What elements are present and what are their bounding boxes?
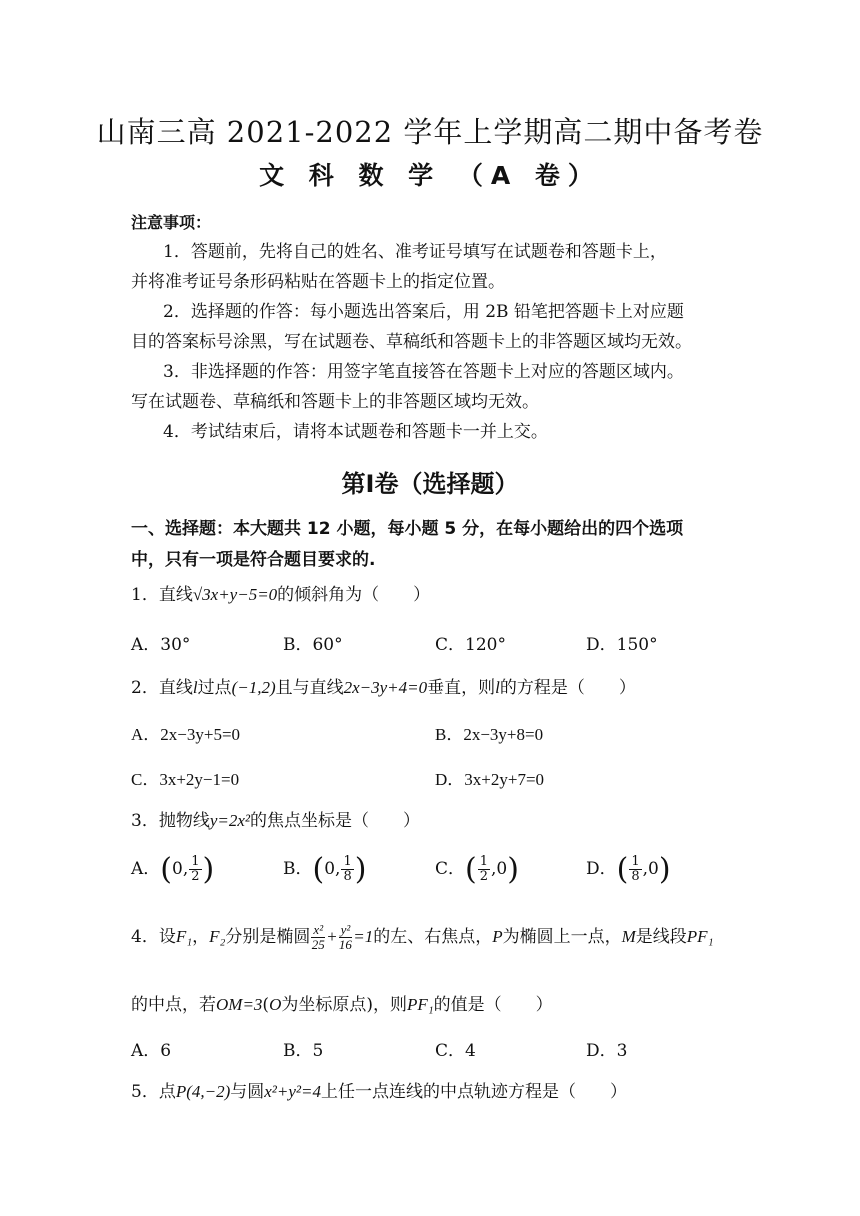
q5-mid: 与圆: [230, 1082, 265, 1102]
q3-option-c-den: 2: [479, 869, 489, 884]
q4-point-p: P: [492, 927, 503, 946]
q2-mid2: 且与直线: [275, 678, 344, 698]
section-title: 第Ⅰ卷（选择题）: [341, 470, 519, 498]
q1-option-c: C．120°: [435, 635, 506, 655]
section-instruction-2: 中，只有一项是符合题目要求的.: [131, 550, 376, 570]
q3-option-d-den: 8: [631, 869, 640, 884]
q4-segment-pf1: PF₁: [686, 927, 714, 946]
q1-expression: √3x+y−5=0: [192, 585, 278, 604]
q3-option-a-den: 2: [191, 869, 200, 884]
q4-line2-d: 的值是（ ）: [433, 995, 553, 1015]
q4-pf1-2: PF₁: [406, 995, 434, 1014]
q4-option-a: A．6: [131, 1041, 172, 1061]
q3-option-c-post: ,0: [491, 859, 508, 879]
q2-prefix: 2．直线: [131, 678, 193, 698]
q4-point-m: M: [621, 927, 636, 946]
q1-suffix: 的倾斜角为（ ）: [277, 585, 431, 605]
q4-frac1-num: x²: [313, 922, 324, 937]
q4-origin-o: O: [269, 995, 282, 1014]
section-instruction-1: 一、选择题：本大题共 12 小题，每小题 5 分，在每小题给出的四个选项: [131, 519, 684, 539]
q4-mid3: 为椭圆上一点，: [502, 927, 622, 947]
q2-mid3: 垂直，则: [427, 678, 496, 698]
q3-option-a-num: 1: [191, 854, 200, 869]
q2-line-equation: 2x−3y+4=0: [343, 678, 428, 697]
q3-option-c-num: 1: [479, 854, 489, 869]
question-3: [131, 806, 420, 831]
q3-option-d-label: D．: [586, 859, 617, 879]
question-4-line-1: [131, 922, 713, 952]
question-2: [131, 673, 636, 698]
q2-line-l: l: [192, 678, 198, 697]
q3-suffix: 的焦点坐标是（ ）: [250, 811, 420, 831]
q3-option-d-num: 1: [631, 854, 640, 869]
q2-option-d: D．3x+2y+7=0: [435, 770, 545, 789]
q3-expression: y=2x²: [209, 811, 250, 830]
q3-option-d: D．( $\frac{1}{8}$ ,0): [586, 852, 671, 887]
q4-frac2-den: 16: [338, 937, 352, 952]
q4-line2-a: 的中点，若: [131, 995, 216, 1015]
q3-option-a-pre: 0,: [172, 859, 189, 879]
q1-option-a: A．30°: [131, 635, 191, 655]
q3-option-a-label: A．: [131, 859, 161, 879]
q2-option-c: C．3x+2y−1=0: [131, 770, 240, 789]
q2-mid1: 过点: [197, 678, 232, 698]
q2-line-l-2: l: [495, 678, 500, 697]
q4-mid2: 的左、右焦点，: [373, 927, 493, 947]
q2-option-a: A．2x−3y+5=0: [131, 725, 241, 744]
q2-point: (−1,2): [231, 678, 276, 697]
q3-option-b-den: 8: [343, 869, 352, 884]
q5-prefix: 5．点: [131, 1082, 176, 1102]
q3-prefix: 3．抛物线: [131, 811, 210, 831]
q4-mid4: 是线段: [635, 927, 687, 947]
notice-line-1: 1．答题前，先将自己的姓名、准考证号填写在试题卷和答题卡上，: [163, 242, 667, 262]
q4-plus: +: [326, 927, 338, 946]
q4-line2-c: 为坐标原点)，则: [281, 995, 407, 1015]
q4-equals: =1: [353, 927, 374, 946]
q3-option-a: A．(0, $\frac{1}{2}$ ): [131, 852, 215, 887]
q4-f2: F₂: [209, 927, 226, 946]
notice-line-2: 并将准考证号条形码粘贴在答题卡上的指定位置。: [131, 272, 505, 292]
q4-f1: F₁: [175, 927, 193, 946]
question-5: [131, 1077, 627, 1102]
question-1: [131, 580, 430, 605]
q1-option-d: D．150°: [586, 635, 658, 655]
q3-option-b-num: 1: [343, 854, 352, 869]
q4-option-d: D．3: [586, 1041, 628, 1061]
q5-circle: x²+y²=4: [264, 1082, 321, 1101]
q4-line2-b: (: [262, 995, 270, 1015]
notice-line-4: 目的答案标号涂黑，写在试题卷、草稿纸和答题卡上的非答题区域均无效。: [131, 332, 692, 352]
q2-suffix: 的方程是（ ）: [499, 678, 636, 698]
q4-frac1-den: 25: [311, 937, 325, 952]
q2-option-b: B．2x−3y+8=0: [435, 725, 544, 744]
q3-option-c-label: C．: [435, 859, 466, 879]
q4-om: OM=3: [216, 995, 263, 1014]
exam-title: 山南三高 2021-2022 学年上学期高二期中备考卷: [96, 115, 764, 149]
q3-option-b-label: B．: [283, 859, 313, 879]
exam-subtitle: 文 科 数 学 （A 卷）: [259, 161, 601, 190]
q1-prefix: 1．直线: [131, 585, 193, 605]
notice-line-6: 写在试题卷、草稿纸和答题卡上的非答题区域均无效。: [131, 392, 539, 412]
q3-option-b-pre: 0,: [324, 859, 341, 879]
q3-option-b: B．(0, $\frac{1}{8}$ ): [283, 852, 367, 887]
q4-sep: ，: [192, 927, 210, 947]
notice-line-5: 3．非选择题的作答：用签字笔直接答在答题卡上对应的答题区域内。: [163, 362, 684, 382]
q4-frac2-num: y²: [340, 922, 351, 937]
q5-suffix: 上任一点连线的中点轨迹方程是（ ）: [321, 1082, 627, 1102]
q4-mid1: 分别是椭圆: [225, 927, 311, 947]
notice-line-3: 2．选择题的作答：每小题选出答案后，用 2B 铅笔把答题卡上对应题: [163, 302, 684, 322]
question-4-line-2: [131, 990, 553, 1015]
q4-prefix: 4．设: [131, 927, 176, 947]
q4-option-c: C．4: [435, 1041, 476, 1061]
notice-line-7: 4．考试结束后，请将本试题卷和答题卡一并上交。: [163, 422, 548, 442]
notice-heading: 注意事项：: [131, 213, 212, 232]
q4-option-b: B．5: [283, 1041, 324, 1061]
q1-option-b: B．60°: [283, 635, 343, 655]
q3-option-d-post: ,0: [642, 859, 659, 879]
q3-option-c: C．( $\frac{1}{2}$ ,0): [435, 852, 519, 887]
q5-point: P(4,−2): [175, 1082, 231, 1101]
